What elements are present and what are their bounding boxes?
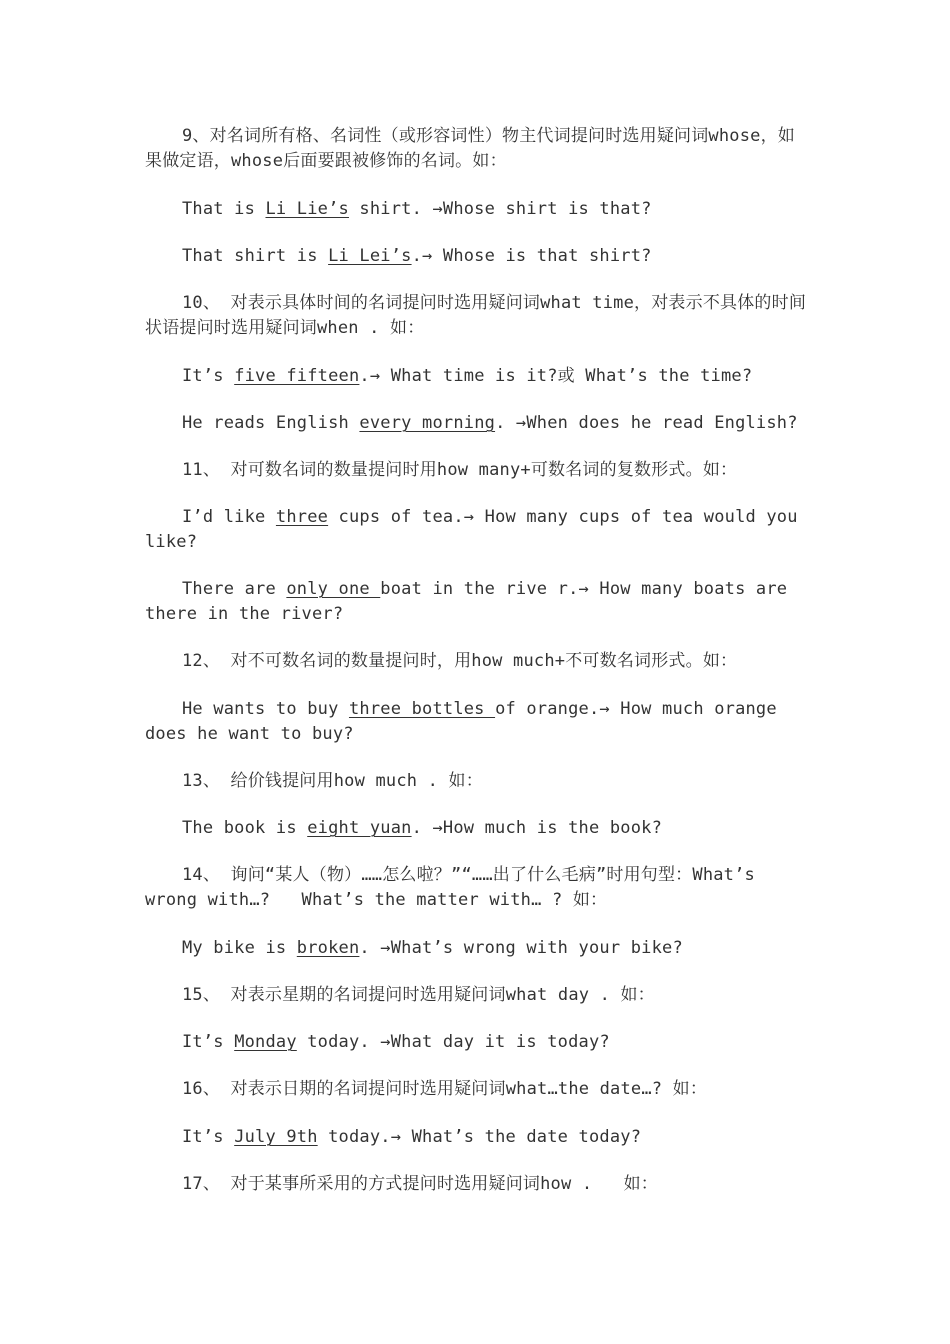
example-text: He reads English xyxy=(182,413,360,433)
underlined-answer: Li Lie’s xyxy=(265,199,349,219)
rule-14 xyxy=(145,863,810,913)
example-text: He wants to buy xyxy=(182,699,349,719)
rule-12 xyxy=(145,649,810,674)
example-text: It’s xyxy=(182,1127,235,1147)
underlined-answer: three xyxy=(275,507,329,527)
underlined-answer: only one xyxy=(286,579,381,599)
rule-9 xyxy=(145,124,810,174)
rule-13 xyxy=(145,769,810,794)
example-text: .→ Whose is that shirt? xyxy=(411,246,652,266)
example-text: cups of tea.→ How many cups of tea would you like? xyxy=(145,507,809,552)
example-11b xyxy=(145,577,810,627)
underlined-answer: Monday xyxy=(234,1032,297,1052)
example-11a xyxy=(145,505,810,555)
example-text: .→ What time is it?或 What’s the time? xyxy=(359,366,753,386)
example-9a xyxy=(145,197,810,222)
rule-text: 17、 对于某事所采用的方式提问时选用疑问词how . 如： xyxy=(182,1174,658,1194)
rule-17 xyxy=(145,1172,810,1197)
example-text: today. →What day it is today? xyxy=(296,1032,610,1052)
example-text: My bike is xyxy=(182,938,297,958)
rule-text: 11、 对可数名词的数量提问时用how many+可数名词的复数形式。如： xyxy=(182,460,738,480)
rule-text: 10、 对表示具体时间的名词提问时选用疑问词what time，对表示不具体的时间状语提问时选用疑问词when . 如： xyxy=(145,293,807,338)
underlined-answer: Li Lei’s xyxy=(328,246,412,266)
example-text: shirt. →Whose shirt is that? xyxy=(348,199,652,219)
example-10b xyxy=(145,411,810,436)
example-text: . →When does he read English? xyxy=(495,413,798,433)
example-text: It’s xyxy=(182,1032,235,1052)
example-9b xyxy=(145,244,810,269)
rule-10 xyxy=(145,291,810,341)
rule-11 xyxy=(145,458,810,483)
example-text: of orange.→ How much orange does he want to buy? xyxy=(145,699,788,744)
underlined-answer: broken xyxy=(296,938,360,958)
example-text: There are xyxy=(182,579,287,599)
rule-15 xyxy=(145,983,810,1008)
rule-text: 14、 询问“某人（物）……怎么啦？”“……出了什么毛病”时用句型：What’s wrong with…? What’s the matter with… ? 如： xyxy=(145,865,766,910)
example-15a xyxy=(145,1030,810,1055)
example-text: I’d like xyxy=(182,507,276,527)
rule-text: 9、对名词所有格、名词性（或形容词性）物主代词提问时选用疑问词whose，如果做定语，whose后面要跟被修饰的名词。如： xyxy=(145,126,796,171)
example-text: That is xyxy=(182,199,266,219)
rule-text: 16、 对表示日期的名词提问时选用疑问词what…the date…? 如： xyxy=(182,1079,708,1099)
rule-16 xyxy=(145,1077,810,1102)
example-text: It’s xyxy=(182,366,235,386)
underlined-answer: every morning xyxy=(359,413,496,433)
example-text: . →What’s wrong with your bike? xyxy=(359,938,683,958)
example-10a xyxy=(145,364,810,389)
underlined-answer: eight yuan xyxy=(307,818,412,838)
example-text: today.→ What’s the date today? xyxy=(317,1127,642,1147)
example-text: boat in the rive r.→ How many boats are there in the river? xyxy=(145,579,798,624)
example-16a xyxy=(145,1125,810,1150)
rule-text: 13、 给价钱提问用how much . 如： xyxy=(182,771,483,791)
example-text: . →How much is the book? xyxy=(411,818,663,838)
example-12a xyxy=(145,697,810,747)
example-text: The book is xyxy=(182,818,308,838)
rule-text: 15、 对表示星期的名词提问时选用疑问词what day . 如： xyxy=(182,985,655,1005)
underlined-answer: five fifteen xyxy=(234,366,360,386)
example-text: That shirt is xyxy=(182,246,329,266)
underlined-answer: July 9th xyxy=(234,1127,318,1147)
underlined-answer: three bottles xyxy=(348,699,496,719)
example-14a xyxy=(145,936,810,961)
rule-text: 12、 对不可数名词的数量提问时，用how much+不可数名词形式。如： xyxy=(182,651,738,671)
example-13a xyxy=(145,816,810,841)
